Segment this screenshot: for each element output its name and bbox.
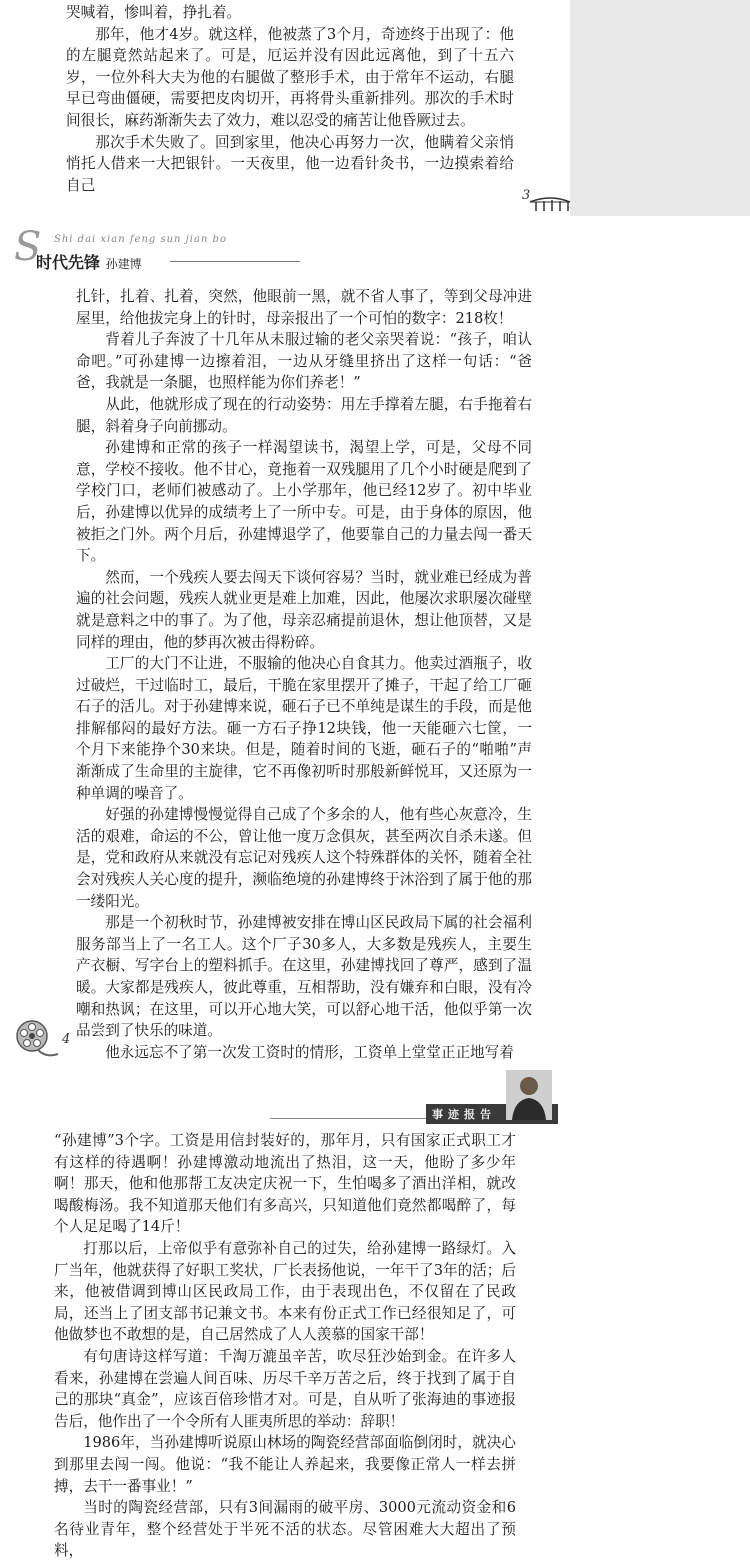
page-3-body (54, 1130, 516, 1562)
paragraph: 那年，他才4岁。就这样，他被蒸了3个月，奇迹终于出现了：他的左腿竟然站起来了。可是，厄运并没有因此远离他，到了十五六岁，一位外科大夫为他的右腿做了整形手术，由于常年不运动，右腿早已弯曲僵硬，需要把皮肉切开，再将骨头重新排列。那次的手术时间很长，麻药渐渐失去了效力，难以忍受的痛苦让他昏厥过去。 (66, 25, 514, 129)
bridge-decoration-icon (528, 196, 572, 212)
paragraph: 扎针，扎着、扎着，突然，他眼前一黑，就不省人事了，等到父母冲进屋里，给他拔完身上的针时，母亲报出了一个可怕的数字：218枚！ (76, 288, 532, 327)
page-2 (0, 216, 750, 1066)
page-3 (0, 1066, 750, 1560)
paragraph: 然而，一个残疾人要去闯天下谈何容易？当时，就业难已经成为普遍的社会问题，残疾人就业更是难上加难，因此，他屡次求职屡次碰壁就是意料之中的事了。为了他，母亲忍痛提前退休，想让他顶替，又是同样的理由，他的梦再次被击得粉碎。 (76, 568, 532, 651)
film-reel-icon (14, 1018, 60, 1060)
paragraph: “孙建博”3个字。工资是用信封装好的，那年月，只有国家正式职工才有这样的待遇啊！孙建博激动地流出了热泪，这一天，他盼了多少年啊！那天，他和他那帮工友决定庆祝一下，生怕喝多了酒出洋相，就改喝酸梅汤。我不知道那天他们有多高兴，只知道他们竟然都喝醉了，每个人足足喝了14斤！ (54, 1132, 516, 1236)
paragraph: 哭喊着，惨叫着，挣扎着。 (66, 4, 242, 21)
header-label: 事迹报告 (432, 1108, 496, 1121)
page-1-body (66, 2, 514, 196)
paragraph: 背着儿子奔波了十几年从未服过输的老父亲哭着说：“孩子，咱认命吧。”可孙建博一边擦着泪，一边从牙缝里挤出了这样一句话：“爸爸，我就是一条腿，也照样能为你们养老！” (76, 331, 532, 392)
header-script-text: Shi dai xian feng sun jian bo (54, 234, 227, 245)
paragraph: 从此，他就形成了现在的行动姿势：用左手撑着左腿，右手拖着右腿，斜着身子向前挪动。 (76, 395, 532, 435)
header-title-main: 时代先锋 (36, 253, 101, 272)
header-subtitle: 孙建博 (105, 257, 142, 271)
paragraph: 那次手术失败了。回到家里，他决心再努力一次，他瞒着父亲悄悄托人借来一大把银针。一天夜里，他一边看针灸书，一边摸索着给自己 (66, 133, 514, 194)
page-gutter-shade (570, 0, 750, 216)
page-number: 4 (62, 1032, 71, 1047)
page-1 (0, 0, 750, 216)
paragraph: 当时的陶瓷经营部，只有3间漏雨的破平房、3000元流动资金和6名待业青年，整个经营处于半死不活的状态。尽管困难大大超出了预料， (54, 1499, 516, 1560)
running-header (14, 224, 314, 272)
header-title (36, 250, 142, 273)
paragraph: 他永远忘不了第一次发工资时的情形，工资单上堂堂正正地写着 (105, 1043, 514, 1061)
paragraph: 那是一个初秋时节，孙建博被安排在博山区民政局下属的社会福利服务部当上了一名工人。这个厂子30多人，大多数是残疾人，主要生产衣橱、写字台上的塑料抓手。在这里，孙建博找回了尊严，感到了温暖。大家都是残疾人，彼此尊重，互相帮助，没有嫌弃和白眼，没有冷嘲和热讽；在这里，可以开心地大笑，可以舒心地干活，他似乎第一次品尝到了快乐的味道。 (76, 914, 532, 1040)
paragraph: 有句唐诗这样写道：千淘万漉虽辛苦，吹尽狂沙始到金。在许多人看来，孙建博在尝遍人间百味、历尽千辛万苦之后，终于找到了属于自己的那块“真金”，应该百倍珍惜才对。可是，自从听了张海迪的事迹报告后，他作出了一个令所有人匪夷所思的举动：辞职！ (54, 1347, 516, 1430)
page-2-body (76, 286, 532, 1063)
paragraph: 好强的孙建博慢慢觉得自己成了个多余的人，他有些心灰意冷，生活的艰难，命运的不公，曾让他一度万念俱灰，甚至两次自杀未遂。但是，党和政府从来就没有忘记对残疾人这个特殊群体的关怀，随着全社会对残疾人关心度的提升，濒临绝境的孙建博终于沐浴到了属于他的那一缕阳光。 (76, 806, 532, 910)
paragraph: 1986年，当孙建博听说原山林场的陶瓷经营部面临倒闭时，就决心到那里去闯一闯。他说：“我不能让人养起来，我要像正常人一样去拼搏，去干一番事业！” (54, 1434, 516, 1495)
paragraph: 工厂的大门不让进，不服输的他决心自食其力。他卖过酒瓶子，收过破烂，干过临时工，最后，干脆在家里摆开了摊子，干起了给工厂砸石子的活儿。对于孙建博来说，砸石子已不单纯是谋生的手段，而是他排解郁闷的最好方法。砸一方石子挣12块钱，他一天能砸六七筐，一个月下来能挣个30来块。但是，随着时间的飞逝，砸石子的“啪啪”声渐渐成了生命里的主旋律，它不再像初听时那般新鲜悦耳，又还原为一种单调的噪音了。 (76, 655, 532, 802)
header-script-initial: S (14, 224, 42, 270)
paragraph: 打那以后，上帝似乎有意弥补自己的过失，给孙建博一路绿灯。入厂当年，他就获得了好职工奖状，厂长表扬他说，一年干了3年的活；后来，他被借调到博山区民政局工作，由于表现出色，不仅留在了民政局，还当上了团支部书记兼文书。本来有份正式工作已经很知足了，可他做梦也不敢想的是，自己居然成了人人羡慕的国家干部！ (54, 1239, 516, 1344)
page-number: 3 (522, 188, 531, 203)
header-rule (170, 261, 300, 262)
paragraph: 孙建博和正常的孩子一样渴望读书，渴望上学，可是，父母不同意，学校不接收。他不甘心，竟拖着一双残腿用了几个小时硬是爬到了学校门口，老师们被感动了。上小学那年，他已经12岁了。初中毕业后，孙建博以优异的成绩考上了一所中专。可是，由于身体的原因，他被拒之门外。两个月后，孙建博退学了，他要靠自己的力量去闯一番天下。 (76, 439, 532, 565)
